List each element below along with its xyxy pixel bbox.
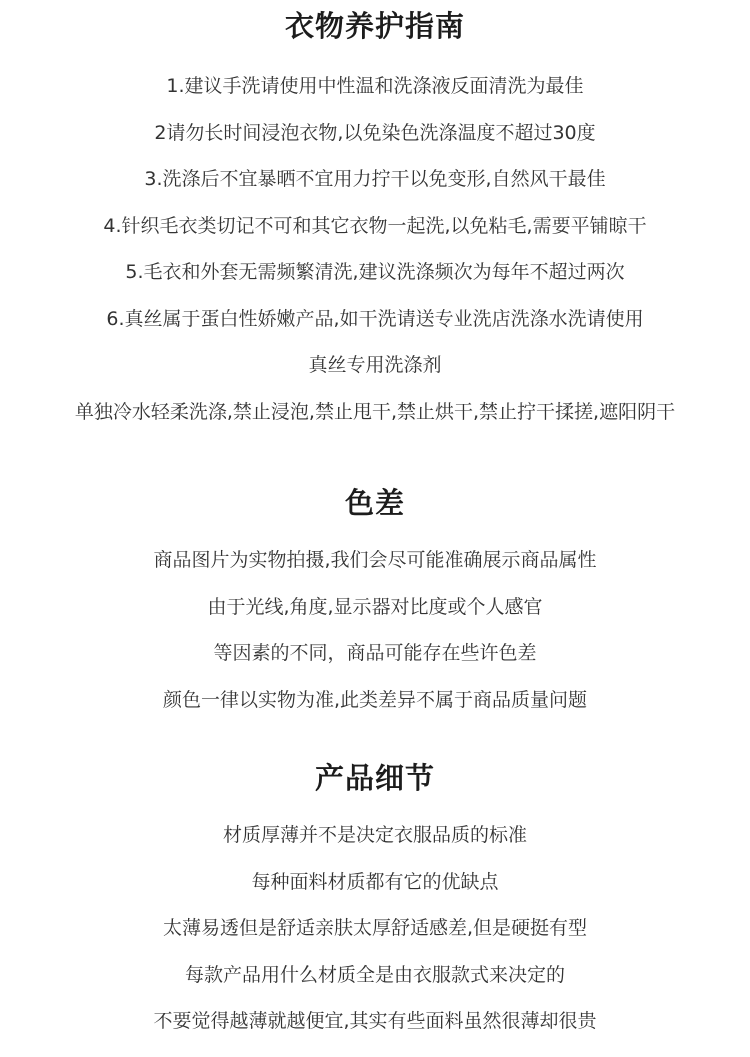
product-details-line: 每款产品用什么材质全是由衣服款式来决定的 [184,963,565,986]
product-details-line: 每种面料材质都有它的优缺点 [251,870,499,893]
color-difference-line: 颜色一律以实物为准,此类差异不属于商品质量问题 [162,688,588,711]
care-guide-line: 4.针织毛衣类切记不可和其它衣物一起洗,以免粘毛,需要平铺晾干 [103,214,647,237]
care-guide-line: 真丝专用洗涤剂 [308,354,442,376]
care-guide-line: 单独冷水轻柔洗涤,禁止浸泡,禁止甩干,禁止烘干,禁止拧干揉搓,遮阳阴干 [74,400,676,423]
product-details-title: 产品细节 [314,761,435,795]
product-details-list [0,812,750,1045]
care-guide-line: 5.毛衣和外套无需频繁清洗,建议洗涤频次为每年不超过两次 [125,261,625,283]
product-details-line: 不要觉得越薄就越便宜,其实有些面料虽然很薄却很贵 [153,1010,597,1032]
care-guide-section [0,8,750,435]
care-guide-line: 2请勿长时间浸泡衣物,以免染色洗涤温度不超过30度 [154,121,596,144]
care-guide-line: 1.建议手洗请使用中性温和洗涤液反面清洗为最佳 [166,75,584,97]
color-difference-line: 等因素的不同，商品可能存在些许色差 [213,642,537,664]
care-guide-line: 6.真丝属于蛋白性娇嫩产品,如干洗请送专业洗店洗涤水洗请使用 [106,307,644,330]
color-difference-section [0,485,750,723]
care-guide-title: 衣物养护指南 [284,9,465,43]
care-guide-list [0,63,750,435]
product-details-line: 太薄易透但是舒适亲肤太厚舒适感差,但是硬挺有型 [162,917,588,939]
color-difference-title: 色差 [344,486,405,520]
product-details-line: 材质厚薄并不是决定衣服品质的标准 [222,824,527,846]
color-difference-list [0,537,750,723]
color-difference-line: 商品图片为实物拍摄,我们会尽可能准确展示商品属性 [153,549,597,571]
care-guide-line: 3.洗涤后不宜暴晒不宜用力拧干以免变形,自然风干最佳 [144,168,606,190]
color-difference-line: 由于光线,角度,显示器对比度或个人感官 [207,595,543,618]
product-details-section [0,760,750,1045]
